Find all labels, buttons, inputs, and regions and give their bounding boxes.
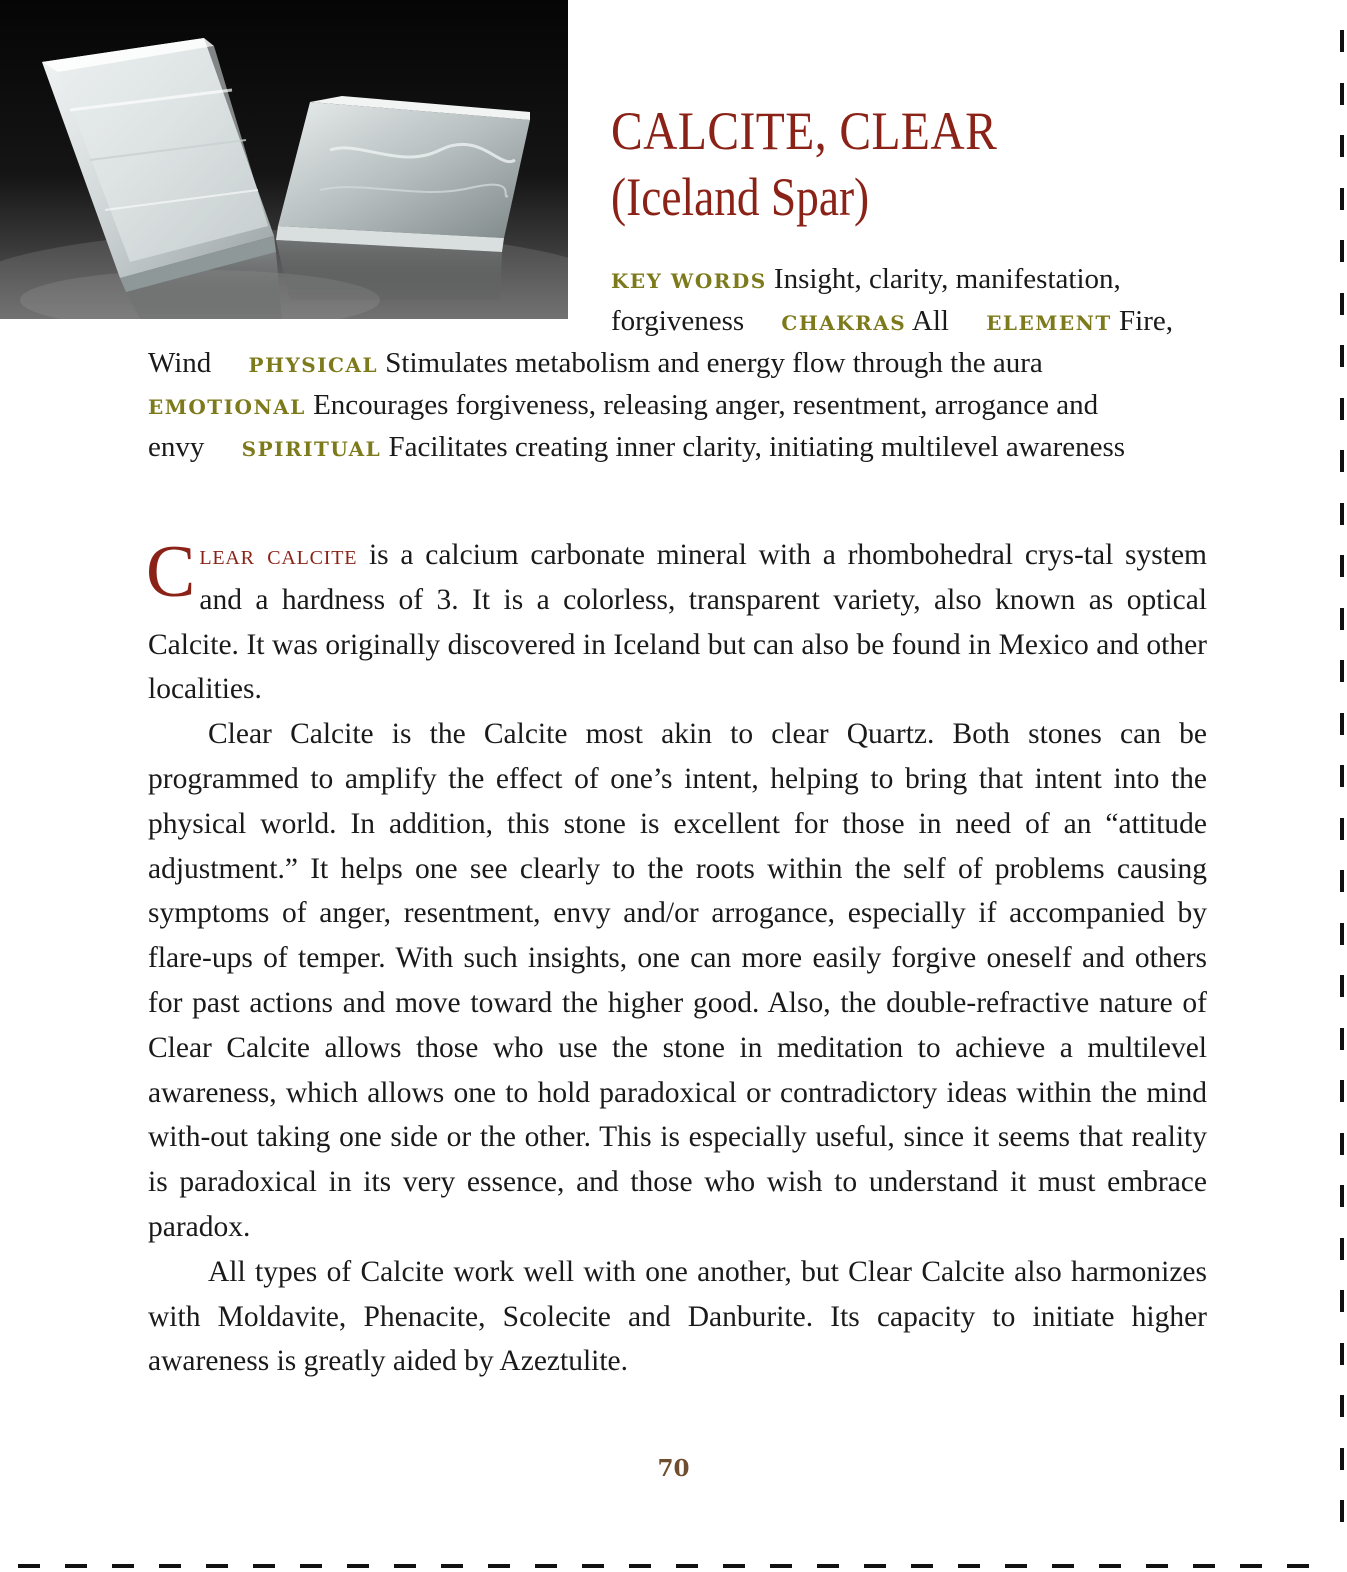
crop-mark [65,1564,87,1568]
crop-mark [629,1564,651,1568]
crop-mark [1340,975,1344,997]
crop-mark [1340,450,1344,472]
crop-mark [1340,1185,1344,1207]
paragraph-1 [148,533,1207,712]
crop-mark [1287,1564,1309,1568]
crop-mark [1146,1564,1168,1568]
crop-mark [347,1564,369,1568]
paragraph-1-text: is a calcium carbonate mineral with a rhombohedral crys-tal system and a hardness of 3. It is a colorless, transparent variety, also known as optical Calcite. It was originally discovered in Iceland but can also be found in Mexico and other localities. [148,539,1207,706]
crop-mark [1340,1500,1344,1522]
spiritual-value: Facilitates creating inner clarity, initiating multilevel awareness [388,431,1126,463]
page-number: 70 [657,1455,690,1482]
crop-mark [723,1564,745,1568]
facts-line-3 [148,342,1043,386]
spiritual-label: SPIRITUAL [241,437,382,461]
paragraph-3: All types of Calcite work well with one another, but Clear Calcite also harmonizes with Moldavite, Phenacite, Scolecite and Danburite. Its capacity to initiate higher awareness is greatly aided by Azeztulite. [148,1255,1207,1378]
crop-mark [676,1564,698,1568]
drop-cap: C [146,531,196,613]
physical-label: PHYSICAL [248,353,379,377]
lead-in-smallcaps: lear calcite [199,539,358,571]
crop-mark [1340,1133,1344,1155]
crop-mark [1340,1448,1344,1470]
crop-mark [1340,83,1344,105]
crop-mark [1340,135,1344,157]
crop-mark [206,1564,228,1568]
facts-line-1 [611,258,1121,302]
crop-mark [159,1564,181,1568]
crop-mark [1340,30,1344,52]
calcite-crystal-photo [0,0,568,319]
facts-line-5 [148,426,1125,470]
crop-mark [394,1564,416,1568]
crop-mark [1340,1395,1344,1417]
crop-mark [1340,293,1344,315]
crop-mark [1340,555,1344,577]
crop-mark [1340,1080,1344,1102]
crop-mark [488,1564,510,1568]
article-body [148,533,1207,1384]
crop-mark [770,1564,792,1568]
chakras-value: All [911,305,949,337]
bottom-crop-marks [0,1560,1347,1572]
crop-mark [1340,818,1344,840]
right-crop-marks [1334,0,1347,1572]
key-words-label: KEY WORDS [611,269,767,293]
crop-mark [1193,1564,1215,1568]
crop-mark [1340,345,1344,367]
crop-mark [958,1564,980,1568]
crop-mark [864,1564,886,1568]
crop-mark [1340,1290,1344,1312]
crop-mark [1340,188,1344,210]
crop-mark [1099,1564,1121,1568]
crop-mark [535,1564,557,1568]
crop-mark [300,1564,322,1568]
crop-mark [1340,923,1344,945]
key-words-value: Insight, clarity, manifestation, [773,263,1121,295]
crop-mark [1052,1564,1074,1568]
facts-line-4 [148,384,1098,428]
key-words-value-cont: forgiveness [611,305,745,337]
page-title [611,98,1050,230]
physical-value: Stimulates metabolism and energy flow through the aura [385,347,1043,379]
emotional-value: Encourages forgiveness, releasing anger, resentment, arrogance and [313,389,1099,421]
crop-mark [817,1564,839,1568]
crop-mark [1340,608,1344,630]
crop-mark [1340,503,1344,525]
element-value-cont: Wind [148,347,212,379]
crop-mark [112,1564,134,1568]
crop-mark [1340,660,1344,682]
crop-mark [441,1564,463,1568]
title-line-main: CALCITE, CLEAR [611,101,998,161]
crop-mark [1340,765,1344,787]
crop-mark [1340,713,1344,735]
crop-mark [1240,1564,1262,1568]
element-value: Fire, [1119,305,1174,337]
crop-mark [911,1564,933,1568]
crop-mark [253,1564,275,1568]
crop-mark [1340,1028,1344,1050]
paragraph-2: Clear Calcite is the Calcite most akin to clear Quartz. Both stones can be programmed to amplify the effect of one’s intent, helping to bring that intent into the physical world. In addition, this stone is excellent for those in need of an “attitude adjustment.” It helps one see clearly to the roots within the self of problems causing symptoms of anger, resentment, envy and/or arrogance, especially if accompanied by flare-ups of temper. With such insights, one can more easily forgive oneself and others for past actions and move toward the higher good. Also, the double-refractive nature of Clear Calcite allows those who use the stone in meditation to achieve a multilevel awareness, which allows one to hold paradoxical or contradictory ideas within the mind with-out taking one side or the other. This is especially useful, since it seems that reality is paradoxical in its very essence, and those who wish to understand it must embrace paradox. [148,718,1207,1243]
crop-mark [1340,240,1344,262]
crop-mark [1340,1343,1344,1365]
crop-mark [1340,870,1344,892]
crop-mark [582,1564,604,1568]
emotional-value-cont: envy [148,431,205,463]
crop-mark [1340,1238,1344,1260]
element-label: ELEMENT [986,311,1112,335]
emotional-label: EMOTIONAL [148,395,306,419]
facts-line-2 [611,300,1173,344]
crop-mark [1340,398,1344,420]
title-line-subtitle: (Iceland Spar) [611,167,870,227]
crop-mark [18,1564,40,1568]
chakras-label: CHAKRAS [781,311,907,335]
crop-mark [1005,1564,1027,1568]
